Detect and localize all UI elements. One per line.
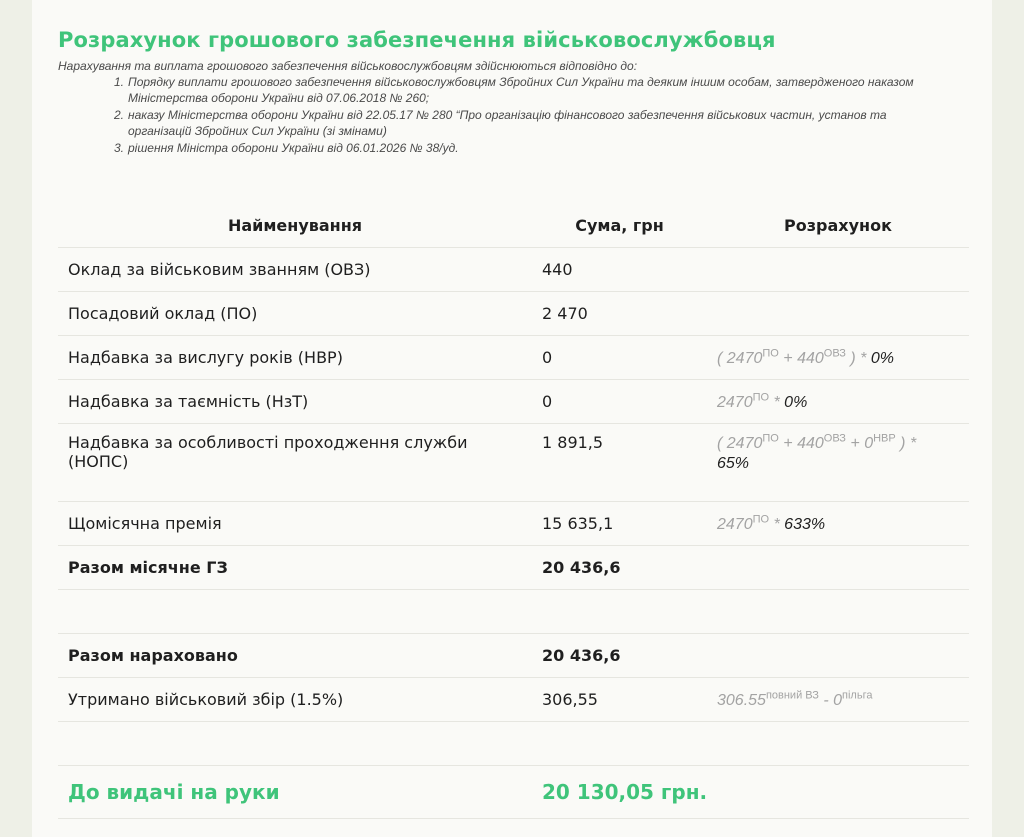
formula-nops: ( $2470^{ПО} + 440^{ОВЗ} + 0^{НВР}$ ) * 65% xyxy=(717,433,917,473)
row-calc xyxy=(707,424,969,502)
row-sum: 440 xyxy=(532,248,707,292)
table-row-total xyxy=(58,634,969,678)
row-sum: 2 470 xyxy=(532,292,707,336)
formula-bonus: $2470^{ПО} * 633\%$ xyxy=(717,513,826,533)
row-calc xyxy=(707,380,969,424)
salary-table xyxy=(58,204,969,819)
row-calc xyxy=(707,292,969,336)
calculation-card xyxy=(32,0,992,837)
row-calc xyxy=(707,502,969,546)
row-sum: 20 436,6 xyxy=(532,546,707,590)
formula-nvr: ( $2470^{ПО} + 440^{ОВЗ}$ ) * 0% xyxy=(717,347,894,367)
row-name: Щомісячна премія xyxy=(58,502,532,546)
table-row xyxy=(58,248,969,292)
row-calc xyxy=(707,678,969,722)
row-sum: 306,55 xyxy=(532,678,707,722)
list-item: 1. Порядку виплати грошового забезпечення військовослужбовцям Збройних Сил України та деяким іншим особам, затвердженого наказом Міністерства оборони України від 07.06.2018 № 260; xyxy=(114,75,914,105)
payout-label: До видачі на руки xyxy=(58,766,532,819)
row-sum: 1 891,5 xyxy=(532,424,707,502)
row-name: Утримано військовий збір (1.5%) xyxy=(58,678,532,722)
row-calc xyxy=(707,248,969,292)
list-item: 2. наказу Міністерства оборони України від 22.05.17 № 280 “Про організацію фінансового забезпечення військових частин, установ та організацій Збройних Сил України (зі змінами) xyxy=(114,108,887,138)
row-name: Посадовий оклад (ПО) xyxy=(58,292,532,336)
row-sum: 0 xyxy=(532,336,707,380)
row-sum: 0 xyxy=(532,380,707,424)
row-name: Надбавка за вислугу років (НВР) xyxy=(58,336,532,380)
table-row xyxy=(58,678,969,722)
col-header-calc: Розрахунок xyxy=(707,204,969,248)
row-name: Разом місячне ГЗ xyxy=(58,546,532,590)
table-row xyxy=(58,336,969,380)
row-calc xyxy=(707,546,969,590)
row-name: Надбавка за таємність (НзТ) xyxy=(58,380,532,424)
row-name: Разом нараховано xyxy=(58,634,532,678)
formula-nzt: $2470^{ПО} * 0\%$ xyxy=(717,391,808,411)
row-name: Надбавка за особливості проходження служби (НОПС) xyxy=(58,424,532,502)
row-sum: 15 635,1 xyxy=(532,502,707,546)
table-header-row xyxy=(58,204,969,248)
page-title: Розрахунок грошового забезпечення військовослужбовця xyxy=(58,28,776,52)
table-row xyxy=(58,424,969,502)
table-row xyxy=(58,292,969,336)
col-header-name: Найменування xyxy=(58,204,532,248)
table-row-spacer xyxy=(58,590,969,634)
table-row-subtotal xyxy=(58,546,969,590)
row-sum: 20 436,6 xyxy=(532,634,707,678)
table-row-spacer xyxy=(58,722,969,766)
row-calc xyxy=(707,336,969,380)
legal-basis-list xyxy=(114,74,948,157)
list-item: 3. рішення Міністра оборони України від 06.01.2026 № 38/уд. xyxy=(114,141,459,155)
col-header-sum: Сума, грн xyxy=(532,204,707,248)
row-calc xyxy=(707,634,969,678)
intro-text: Нарахування та виплата грошового забезпечення військовослужбовцям здійснюються відповідно до: xyxy=(58,59,638,73)
formula-tax: $306.55^{повний ВЗ} - 0^{пільга}$ xyxy=(717,689,873,709)
table-row-payout xyxy=(58,766,969,819)
row-name: Оклад за військовим званням (ОВЗ) xyxy=(58,248,532,292)
table-row xyxy=(58,502,969,546)
payout-sum: 20 130,05 грн. xyxy=(532,766,969,819)
table-row xyxy=(58,380,969,424)
